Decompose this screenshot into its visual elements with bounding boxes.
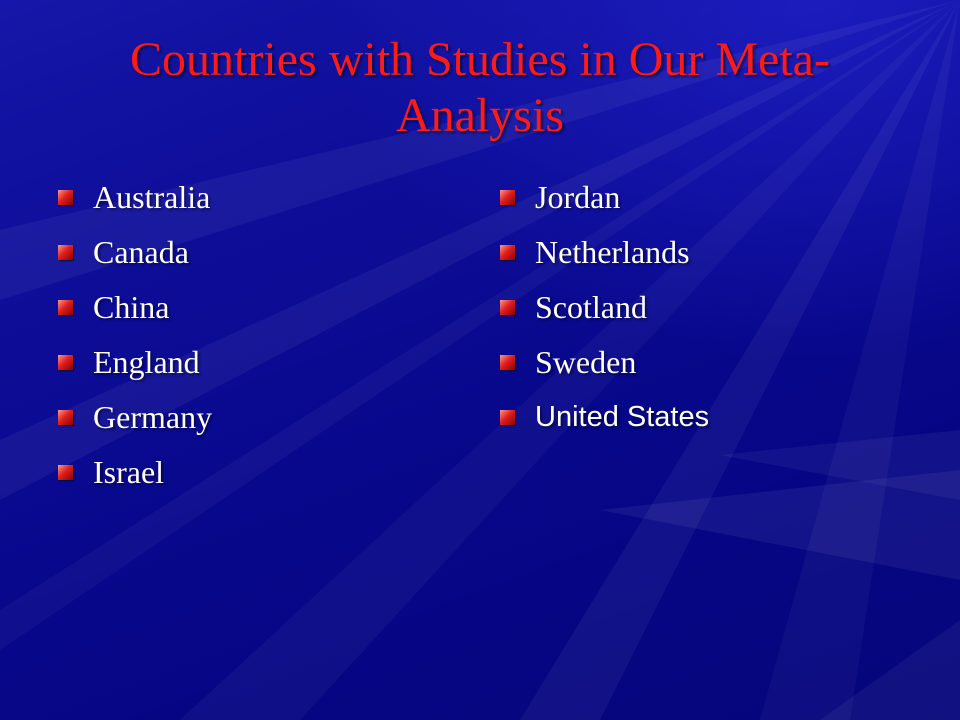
list-item	[58, 335, 212, 390]
list-item	[500, 225, 709, 280]
country-label: China	[93, 289, 170, 325]
country-label: United States	[535, 401, 710, 433]
country-label: Scotland	[535, 289, 647, 325]
list-item	[58, 225, 212, 280]
country-label: Netherlands	[535, 234, 690, 270]
list-item	[58, 170, 212, 225]
square-bullet-icon	[500, 355, 515, 370]
list-item	[58, 280, 212, 335]
country-label: Australia	[93, 179, 211, 215]
list-item	[500, 170, 709, 225]
square-bullet-icon	[500, 410, 515, 425]
square-bullet-icon	[58, 245, 73, 260]
square-bullet-icon	[58, 300, 73, 315]
country-list-left	[58, 170, 212, 500]
list-item	[500, 390, 709, 445]
list-item	[58, 445, 212, 500]
square-bullet-icon	[58, 190, 73, 205]
square-bullet-icon	[500, 245, 515, 260]
square-bullet-icon	[58, 355, 73, 370]
country-label: Jordan	[535, 179, 621, 215]
list-item	[500, 335, 709, 390]
country-label: England	[93, 344, 200, 380]
country-label: Canada	[93, 234, 189, 270]
list-item	[58, 390, 212, 445]
list-item	[500, 280, 709, 335]
slide-title: Countries with Studies in Our Meta-Analysis	[130, 33, 830, 142]
country-label: Sweden	[535, 344, 637, 380]
country-list-right	[500, 170, 709, 445]
country-label: Germany	[93, 399, 213, 435]
square-bullet-icon	[500, 190, 515, 205]
square-bullet-icon	[58, 410, 73, 425]
square-bullet-icon	[500, 300, 515, 315]
square-bullet-icon	[58, 465, 73, 480]
country-label: Israel	[93, 454, 165, 490]
